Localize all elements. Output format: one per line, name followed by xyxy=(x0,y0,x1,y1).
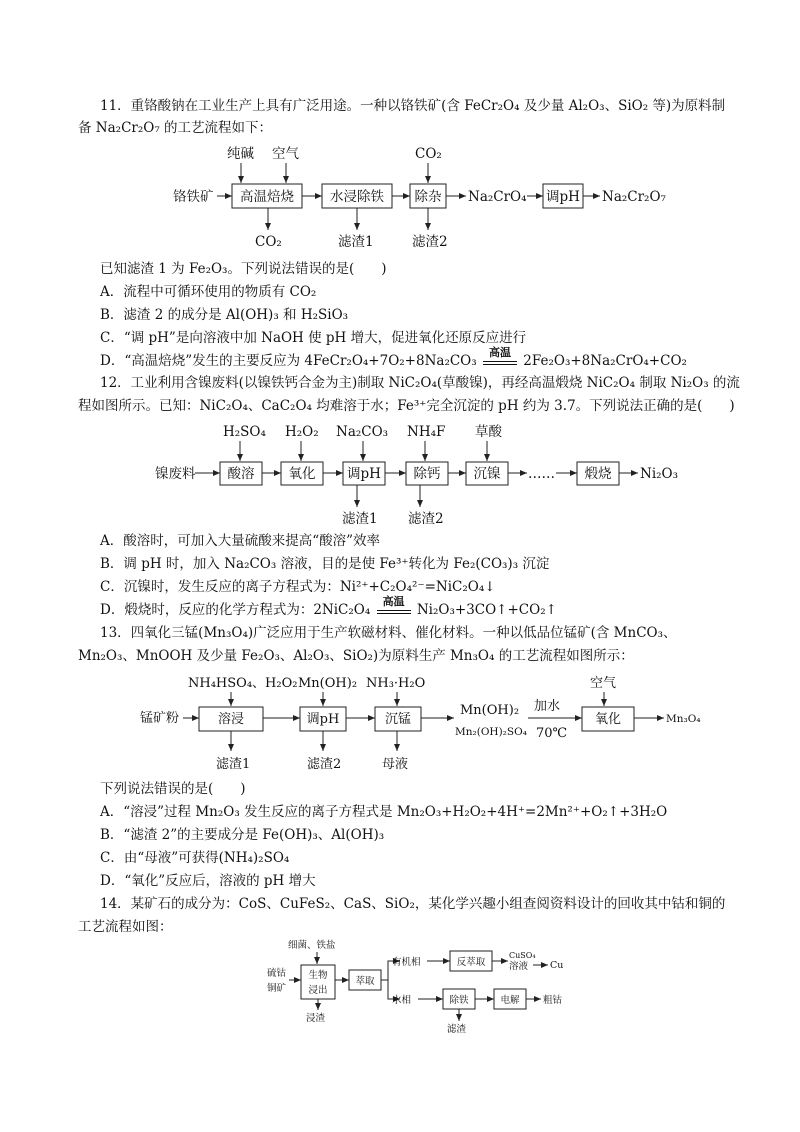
q14-box-extract-label: 萃取 xyxy=(355,976,375,987)
q12-start: 镍废料 xyxy=(155,466,196,482)
q11-stem-line1: 11．重铬酸钠在工业生产上具有广泛用途。一种以铬铁矿(含 FeCr₂O₄ 及少量 Al₂O₃、SiO₂ 等)为原料制 xyxy=(100,98,726,114)
q12-box-ph-label: 调pH xyxy=(347,466,381,482)
q12-residue2: 滤渣2 xyxy=(408,511,444,527)
q13-box-oxidize-label: 氧化 xyxy=(594,712,622,727)
q11-output-residue2: 滤渣2 xyxy=(412,234,448,250)
q12-flowchart xyxy=(155,424,678,527)
q12-stem-line1: 12．工业利用含镍废料(以镍铁钙合金为主)制取 NiC₂O₄(草酸镍)，再经高温煅烧 NiC₂O₄ 制取 Ni₂O₃ 的流 xyxy=(100,375,740,391)
q14-input-top: 细菌、铁盐 xyxy=(288,940,336,951)
q12-product: Ni₂O₃ xyxy=(640,466,679,482)
q13-ask: 下列说法错误的是( ) xyxy=(100,781,246,797)
q13-reagent-air: 空气 xyxy=(590,676,617,691)
q11-stem-line2: 备 Na₂Cr₂O₇ 的工艺流程如下： xyxy=(78,120,273,136)
q12-option-a: A．酸溶时，可加入大量硫酸来提高“酸溶”效率 xyxy=(100,533,381,549)
q11-option-a: A．流程中可循环使用的物质有 CO₂ xyxy=(100,284,317,300)
q13-option-d: D．“氧化”反应后，溶液的 pH 增大 xyxy=(100,873,316,889)
q13-option-c: C．由“母液”可获得(NH₄)₂SO₄ xyxy=(100,850,290,866)
q13-product-mnoh2: Mn(OH)₂ xyxy=(460,703,520,718)
q14-start-line1: 硫钴 xyxy=(267,968,287,979)
q14-box-deiron-label: 除铁 xyxy=(449,995,469,1006)
q13-condition-temp: 70℃ xyxy=(536,726,568,741)
q13-residue2: 滤渣2 xyxy=(307,757,342,772)
q13-condition-water: 加水 xyxy=(534,699,561,714)
q13-stem-line2: Mn₂O₃、MnOOH 及少量 Fe₂O₃、Al₂O₃、SiO₂)为原料生产 Mn₃O₄ 的工艺流程如图所示： xyxy=(78,648,634,664)
q14-box-strip-label: 反萃取 xyxy=(456,957,486,968)
q14-aqueous-phase: 水相 xyxy=(392,995,412,1006)
q11-input-soda: 纯碱 xyxy=(227,146,254,162)
q12-residue1: 滤渣1 xyxy=(342,511,378,527)
q14-flowchart xyxy=(267,939,563,1035)
q11-box-leach-label: 水浸除铁 xyxy=(330,189,384,205)
q11-input-co2: CO₂ xyxy=(415,146,442,162)
q13-option-a: A．“溶浸”过程 Mn₂O₃ 发生反应的离子方程式是 Mn₂O₃+H₂O₂+4H⁺=2Mn²⁺+O₂↑+3H₂O xyxy=(100,804,668,820)
q11-option-d: D．“高温焙烧”发生的主要反应为 4FeCr₂O₄+7O₂+8Na₂CO₃ 高温 2Fe₂O₃+8Na₂CrO₄+CO₂ xyxy=(100,346,687,369)
q12-option-d-reactants: D．煅烧时，反应的化学方程式为：2NiC₂O₄ xyxy=(100,602,371,618)
q11-intermediate: Na₂CrO₄ xyxy=(468,189,527,205)
q13-mother-liquor: 母液 xyxy=(382,757,409,772)
q11-option-d-products: 2Fe₂O₃+8Na₂CrO₄+CO₂ xyxy=(523,353,687,369)
q13-option-b: B．“滤渣 2”的主要成分是 Fe(OH)₃、Al(OH)₃ xyxy=(100,827,385,843)
q12-box-precip-label: 沉镍 xyxy=(473,466,501,482)
q11-start: 铬铁矿 xyxy=(173,189,214,205)
q12-option-d-products: Ni₂O₃+3CO↑+CO₂↑ xyxy=(416,602,557,618)
q14-box-electrolysis-label: 电解 xyxy=(500,995,520,1006)
q12-ellipsis: …… xyxy=(528,466,555,482)
q13-flowchart xyxy=(140,675,701,772)
q14-stem-line2: 工艺流程如图： xyxy=(78,919,173,935)
q14-residue-leach: 浸渣 xyxy=(306,1013,326,1024)
q14-crude-cobalt: 粗钴 xyxy=(543,995,563,1006)
q12-box-acid-label: 酸溶 xyxy=(227,466,255,482)
q11-option-b: B．滤渣 2 的成分是 Al(OH)₃ 和 H₂SiO₃ xyxy=(100,307,349,323)
q13-product-basic-sulfate: Mn₂(OH)₂SO₄ xyxy=(455,726,527,738)
q13-product-final: Mn₃O₄ xyxy=(666,713,701,725)
q14-stem-line1: 14．某矿石的成分为：CoS、CuFeS₂、CaS、SiO₂，某化学兴趣小组查阅资料设计的回收其中钴和铜的 xyxy=(100,896,726,912)
q11-box-purify-label: 除杂 xyxy=(414,189,442,205)
q12-reagent-h2so4: H₂SO₄ xyxy=(223,424,266,440)
q12-reagent-h2o2: H₂O₂ xyxy=(285,424,319,440)
q12-box-oxidize-label: 氧化 xyxy=(288,466,316,482)
q14-copper: Cu xyxy=(550,960,564,971)
q12-reagent-na2co3: Na₂CO₃ xyxy=(336,424,389,440)
q12-box-decalcify-label: 除钙 xyxy=(413,466,441,482)
q13-start: 锰矿粉 xyxy=(140,711,180,726)
q13-reagent1: NH₄HSO₄、H₂O₂ xyxy=(188,676,298,691)
q14-start-line2: 铜矿 xyxy=(267,983,287,994)
q14-organic-phase: 有机相 xyxy=(392,957,421,968)
q12-reagent-nh4f: NH₄F xyxy=(407,424,446,440)
q13-box-leach-label: 溶浸 xyxy=(217,712,245,727)
q11-box-ph-label: 调pH xyxy=(546,189,580,205)
q11-product: Na₂Cr₂O₇ xyxy=(602,189,666,205)
q13-residue1: 滤渣1 xyxy=(216,757,251,772)
q14-box-bioleach-line1: 生物 xyxy=(308,970,328,981)
q12-box-calcine-label: 煅烧 xyxy=(584,466,612,482)
q14-cuso4-line1: CuSO₄ xyxy=(509,951,536,960)
q13-box-mn-label: 沉锰 xyxy=(384,712,412,727)
q11-output-residue1: 滤渣1 xyxy=(338,234,374,250)
q12-stem-line2: 程如图所示。已知：NiC₂O₄、CaC₂O₄ 均难溶于水；Fe³⁺完全沉淀的 pH 约为 3.7。下列说法正确的是( ) xyxy=(78,398,735,414)
q14-box-bioleach-line2: 浸出 xyxy=(308,985,328,996)
q13-stem-line1: 13．四氧化三锰(Mn₃O₄)广泛应用于生产软磁材料、催化材料。一种以低品位锰矿(含 MnCO₃、 xyxy=(100,625,677,641)
q11-known: 已知滤渣 1 为 Fe₂O₃。下列说法错误的是( ) xyxy=(100,261,387,277)
q12-option-b: B．调 pH 时，加入 Na₂CO₃ 溶液，目的是使 Fe³⁺转化为 Fe₂(CO₃)₃ 沉淀 xyxy=(100,556,550,572)
q14-cuso4-line2: 溶液 xyxy=(509,961,529,972)
q13-reagent2: Mn(OH)₂ xyxy=(298,676,358,691)
q11-input-air: 空气 xyxy=(272,146,299,162)
q14-residue-filter: 滤渣 xyxy=(447,1024,467,1035)
q12-reagent-oxalic: 草酸 xyxy=(475,424,502,440)
q13-reagent3: NH₃·H₂O xyxy=(366,676,426,691)
q12-option-c: C．沉镍时，发生反应的离子方程式为：Ni²⁺+C₂O₄²⁻=NiC₂O₄↓ xyxy=(100,579,496,595)
q11-option-d-reactants: D．“高温焙烧”发生的主要反应为 4FeCr₂O₄+7O₂+8Na₂CO₃ xyxy=(100,353,477,369)
q13-box-ph-label: 调pH xyxy=(306,712,340,727)
q11-flowchart xyxy=(173,146,667,250)
q12-option-d: D．煅烧时，反应的化学方程式为：2NiC₂O₄ 高温 Ni₂O₃+3CO↑+CO₂↑ xyxy=(100,595,557,618)
q11-option-c: C．“调 pH”是向溶液中加 NaOH 使 pH 增大，促进氧化还原反应进行 xyxy=(100,330,527,346)
q11-box-roasting-label: 高温焙烧 xyxy=(240,189,294,205)
q11-output-co2: CO₂ xyxy=(255,234,282,250)
